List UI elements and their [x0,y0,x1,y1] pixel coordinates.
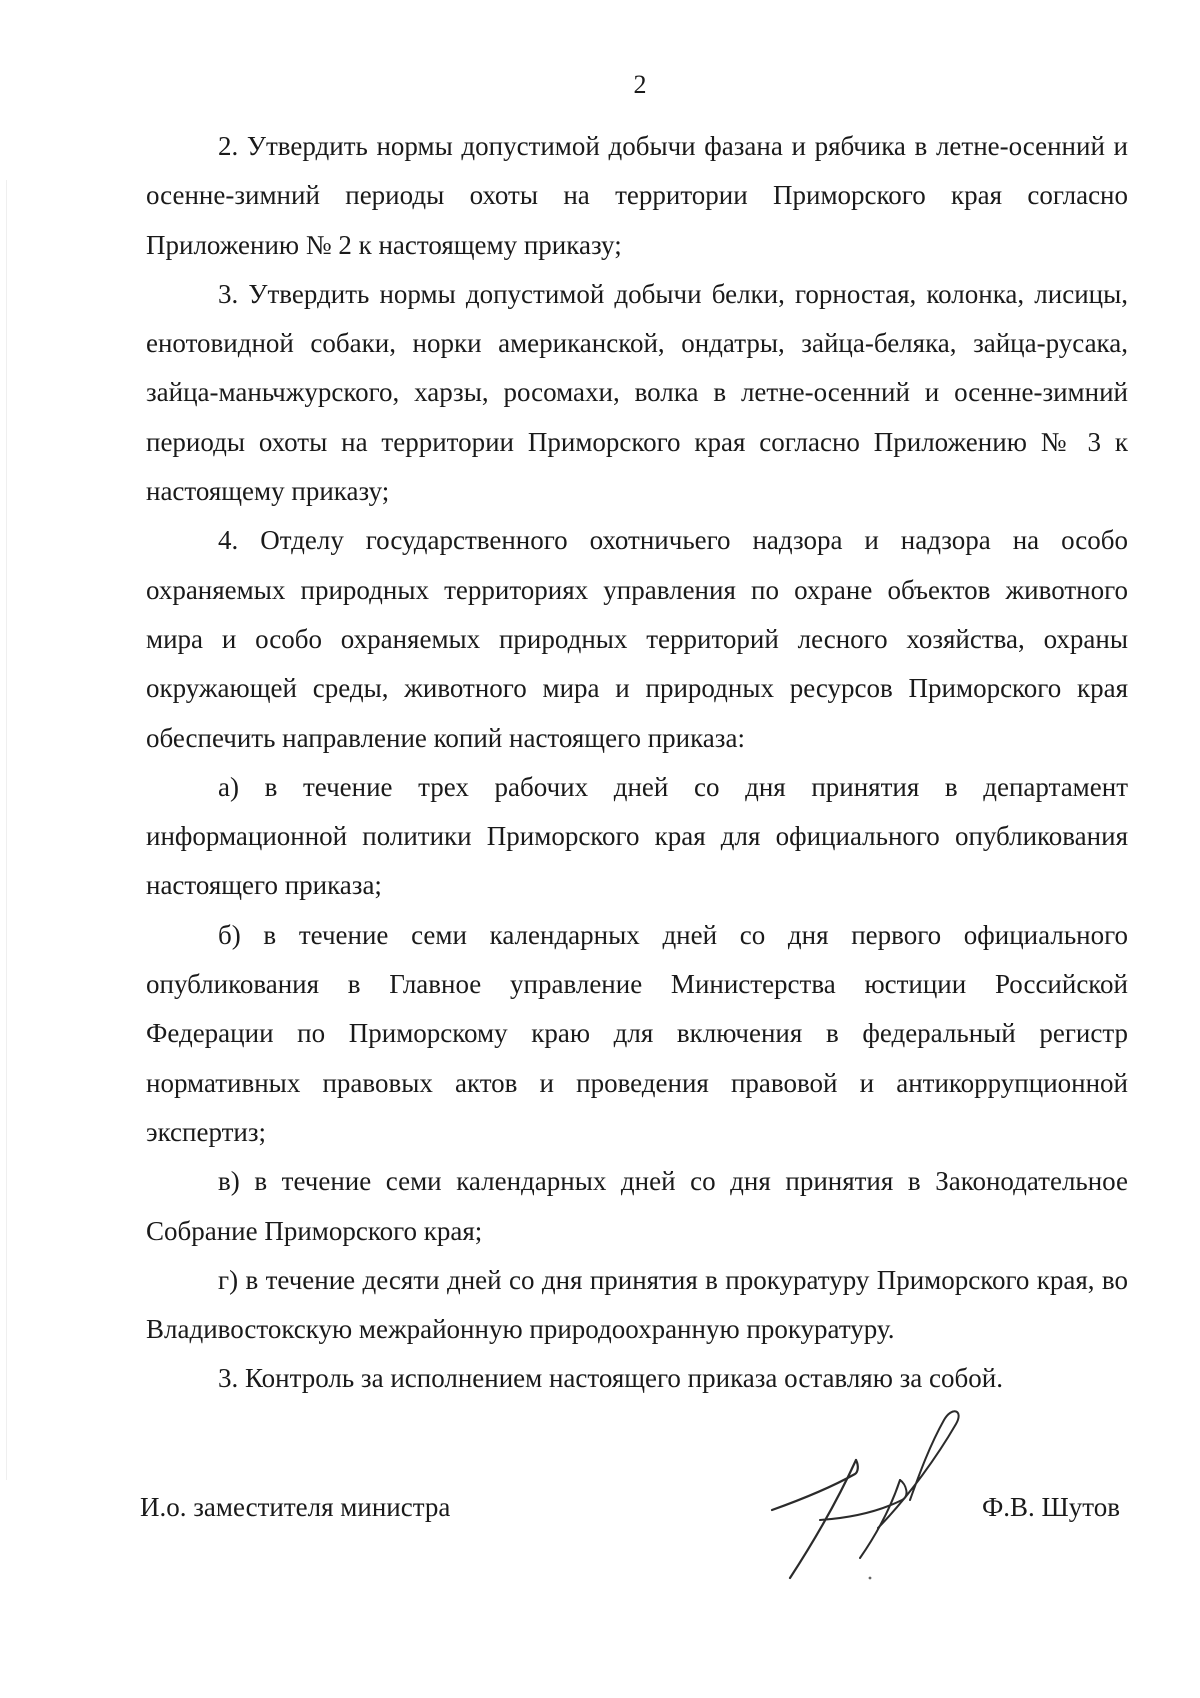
signature-block [140,1490,1120,1530]
paragraph-item-3: 3. Утвердить нормы допустимой добычи белки, горностая, колонка, лисицы, енотовидной собаки, норки американской, ондатры, зайца-беляка, зайца-русака, зайца-маньчжурского, харзы, росомахи, волка в летне-осенний и осенне-зимний периоды охоты на территории Приморского края согласно Приложению № 3 к настоящему приказу; [146,278,1128,507]
signatory-name: Ф.В. Шутов [981,1492,1120,1522]
paragraph-item-4: 4. Отделу государственного охотничьего надзора и надзора на особо охраняемых природных территориях управления по охране объектов животного мира и особо охраняемых природных территорий лесного хозяйства, охраны окружающей среды, животного мира и природных ресурсов Приморского края обеспечить направление копий настоящего приказа: [146,525,1128,753]
paragraph-control: 3. Контроль за исполнением настоящего приказа оставляю за собой. [218,1363,1003,1394]
paragraph-subitem-b: б) в течение семи календарных дней со дня первого официального опубликования в Главное управление Министерства юстиции Российской Федерации по Приморскому краю для включения в федеральный регистр нормативных правовых актов и проведения правовой и антикоррупционной экспертиз; [146,919,1128,1147]
paragraph-subitem-g: г) в течение десяти дней со дня принятия в прокуратуру Приморского края, во Владивостокскую межрайонную природоохранную прокуратуру. [146,1264,1128,1345]
paragraph-subitem-a: а) в течение трех рабочих дней со дня принятия в департамент информационной политики Приморского края для официального опубликования настоящего приказа; [146,771,1128,901]
paragraph-subitem-v: в) в течение семи календарных дней со дня принятия в Законодательное Собрание Приморского края; [146,1166,1128,1246]
signatory-position: И.о. заместителя министра [140,1492,451,1522]
page-number: 2 [633,70,647,99]
scan-edge-line [6,180,7,1480]
paragraph-item-2: 2. Утвердить нормы допустимой добычи фазана и рябчика в летне-осенний и осенне-зимний периоды охоты на территории Приморского края согласно Приложению № 2 к настоящему приказу; [146,131,1128,260]
document-body [146,122,1128,1404]
